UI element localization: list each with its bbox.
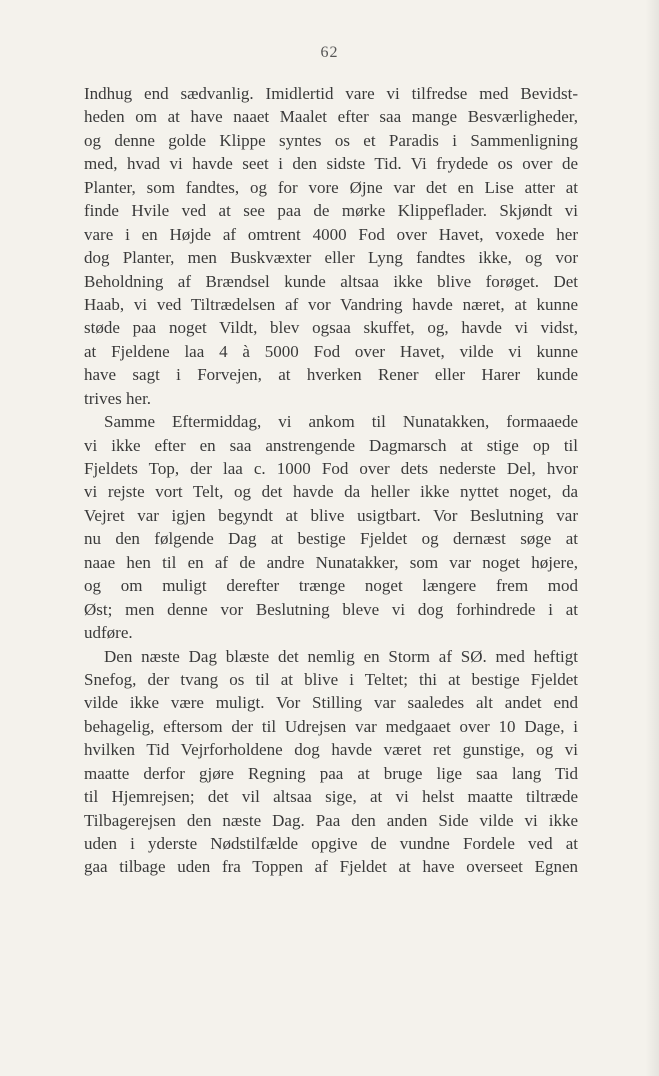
text-line: Den næste Dag blæste det nemlig en Storm af SØ. med heftigt: [104, 646, 578, 666]
text-line: Tilbagerejsen den næste Dag. Paa den anden Side vilde vi ikke: [84, 810, 578, 830]
text-line: maatte derfor gjøre Regning paa at bruge lige saa lang Tid: [84, 763, 578, 783]
text-line: og om muligt derefter trænge noget længere frem mod: [84, 576, 578, 596]
text-line: udføre.: [84, 623, 133, 643]
paragraph: [84, 645, 578, 879]
text-line: trives her.: [84, 388, 152, 408]
text-line: Indhug end sædvanlig. Imidlertid vare vi tilfredse med Bevidst-: [84, 84, 578, 103]
text-line: heden om at have naaet Maalet efter saa mange Besværligheder,: [84, 107, 578, 127]
text-line: med, hvad vi havde seet i den sidste Tid. Vi frydede os over de: [84, 154, 578, 174]
text-line: vi rejste vort Telt, og det havde da heller ikke nyttet noget, da: [84, 482, 578, 502]
text-line: Vejret var igjen begyndt at blive usigtbart. Vor Beslutning var: [84, 505, 578, 525]
text-line: Øst; men denne vor Beslutning bleve vi dog forhindrede i at: [84, 599, 578, 619]
body-text: [84, 82, 578, 879]
text-line: Fjeldets Top, der laa c. 1000 Fod over dets nederste Del, hvor: [84, 459, 578, 478]
text-line: nu den følgende Dag at bestige Fjeldet og dernæst søge at: [84, 529, 578, 549]
text-line: have sagt i Forvejen, at hverken Rener eller Harer kunde: [84, 365, 578, 385]
text-line: hvilken Tid Vejrforholdene dog havde været ret gunstige, og vi: [84, 740, 578, 760]
text-line: Planter, som fandtes, og for vore Øjne var det en Lise atter at: [84, 177, 578, 197]
text-line: Samme Eftermiddag, vi ankom til Nunatakken, formaaede: [104, 412, 578, 432]
text-line: vi ikke efter en saa anstrengende Dagmarsch at stige op til: [84, 435, 578, 455]
text-line: naae hen til en af de andre Nunatakker, som var noget højere,: [84, 552, 578, 572]
text-line: vare i en Højde af omtrent 4000 Fod over Havet, voxede her: [84, 224, 578, 244]
text-line: behagelig, eftersom der til Udrejsen var medgaaet over 10 Dage, i: [84, 716, 578, 736]
page-number: 62: [320, 44, 339, 61]
paragraph: [84, 410, 578, 644]
text-line: Beholdning af Brændsel kunde altsaa ikke blive forøget. Det: [84, 271, 578, 291]
text-line: Snefog, der tvang os til at blive i Teltet; thi at bestige Fjeldet: [84, 669, 578, 689]
text-line: vilde ikke være muligt. Vor Stilling var saaledes alt andet end: [84, 693, 578, 713]
paragraph: [84, 82, 578, 410]
text-line: Haab, vi ved Tiltrædelsen af vor Vandring havde næret, at kunne: [84, 294, 578, 314]
text-line: til Hjemrejsen; det vil altsaa sige, at vi helst maatte tiltræde: [84, 787, 578, 807]
text-line: dog Planter, men Buskvæxter eller Lyng fandtes ikke, og vor: [84, 248, 578, 268]
text-line: støde paa noget Vildt, blev ogsaa skuffet, og, havde vi vidst,: [84, 318, 578, 338]
text-line: og denne golde Klippe syntes os et Paradis i Sammenligning: [84, 130, 578, 150]
text-line: uden i yderste Nødstilfælde opgive de vundne Fordele ved at: [84, 834, 578, 853]
text-line: at Fjeldene laa 4 à 5000 Fod over Havet, vilde vi kunne: [84, 341, 578, 361]
text-line: gaa tilbage uden fra Toppen af Fjeldet at have overseet Egnen: [84, 857, 578, 877]
text-line: finde Hvile ved at see paa de mørke Klippeflader. Skjøndt vi: [84, 201, 578, 221]
page-edge-shadow: [645, 0, 659, 1076]
